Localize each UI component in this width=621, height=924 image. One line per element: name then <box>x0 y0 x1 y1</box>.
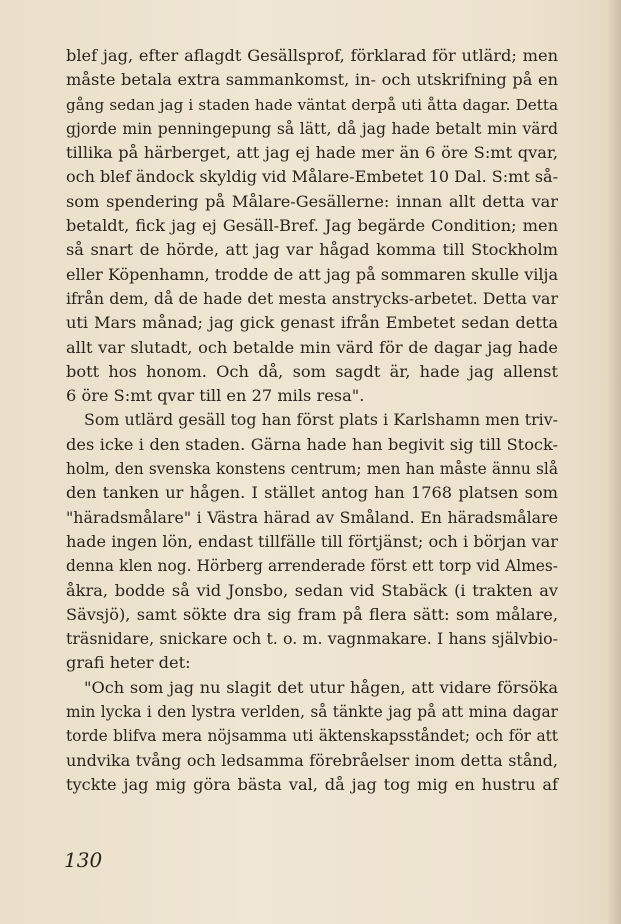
text-line: åkra, bodde så vid Jonsbo, sedan vid Stabäck (i trakten av <box>66 580 558 600</box>
text-line: denna klen nog. Hörberg arrenderade först ett torp vid Almes- <box>66 557 558 576</box>
text-line: "häradsmålare" i Västra härad av Småland. En häradsmålare <box>66 507 558 527</box>
text-line: 6 öre S:mt qvar till en 27 mils resa". <box>66 386 365 406</box>
text-line: min lycka i den lystra verlden, så tänkte jag på att mina dagar <box>66 703 558 722</box>
text-line: tyckte jag mig göra bästa val, då jag tog mig en hustru af <box>66 774 558 794</box>
text-line: ifrån dem, då de hade det mesta anstrycks-arbetet. Detta var <box>66 288 558 308</box>
text-line: Som utlärd gesäll tog han först plats i Karlshamn men triv- <box>84 410 558 430</box>
text-line: eller Köpenhamn, trodde de att jag på sommaren skulle vilja <box>66 264 558 284</box>
text-line: betaldt, fick jag ej Gesäll-Bref. Jag begärde Condition; men <box>66 216 558 236</box>
text-line: träsnidare, snickare och t. o. m. vagnmakare. I hans självbio- <box>66 629 558 649</box>
text-line: som spendering på Målare-Gesällerne: innan allt detta var <box>66 191 558 211</box>
text-line: grafi heter det: <box>66 653 191 673</box>
text-line: tillika på härberget, att jag ej hade mer än 6 öre S:mt qvar, <box>66 143 558 163</box>
text-line: "Och som jag nu slagit det utur hågen, att vidare försöka <box>84 677 558 697</box>
text-line: uti Mars månad; jag gick genast ifrån Embetet sedan detta <box>66 313 558 333</box>
text-line: så snart de hörde, att jag var hågad komma till Stockholm <box>66 240 558 260</box>
text-line: gjorde min penningepung så lätt, då jag hade betalt min värd <box>66 119 558 138</box>
text-line: bott hos honom. Och då, som sagdt är, hade jag allenst <box>66 361 558 381</box>
text-line: torde blifva mera nöjsamma uti äktenskapsståndet; och för att <box>66 727 558 746</box>
page-edge-shadow <box>607 0 621 924</box>
text-line: Sävsjö), samt sökte dra sig fram på flera sätt: som målare, <box>66 604 558 624</box>
text-line: blef jag, efter aflagdt Gesällsprof, förklarad för utlärd; men <box>66 46 558 65</box>
page-number: 130 <box>64 848 103 872</box>
text-line: gång sedan jag i staden hade väntat derpå uti åtta dagar. Detta <box>66 95 558 114</box>
text-line: allt var slutadt, och betalde min värd för de dagar jag hade <box>66 337 558 357</box>
text-line: måste betala extra sammankomst, in- och utskrifning på en <box>66 70 558 90</box>
body-text <box>66 44 558 797</box>
text-line: des icke i den staden. Gärna hade han begivit sig till Stock- <box>66 434 558 454</box>
text-line: hade ingen lön, endast tillfälle till förtjänst; och i början var <box>66 531 558 551</box>
text-line: och blef ändock skyldig vid Målare-Embetet 10 Dal. S:mt så- <box>66 167 558 187</box>
text-line: den tanken ur hågen. I stället antog han 1768 platsen som <box>66 483 558 503</box>
text-line: holm, den svenska konstens centrum; men han måste ännu slå <box>66 460 558 479</box>
text-line: undvika tvång och ledsamma förebråelser inom detta stånd, <box>66 750 558 770</box>
